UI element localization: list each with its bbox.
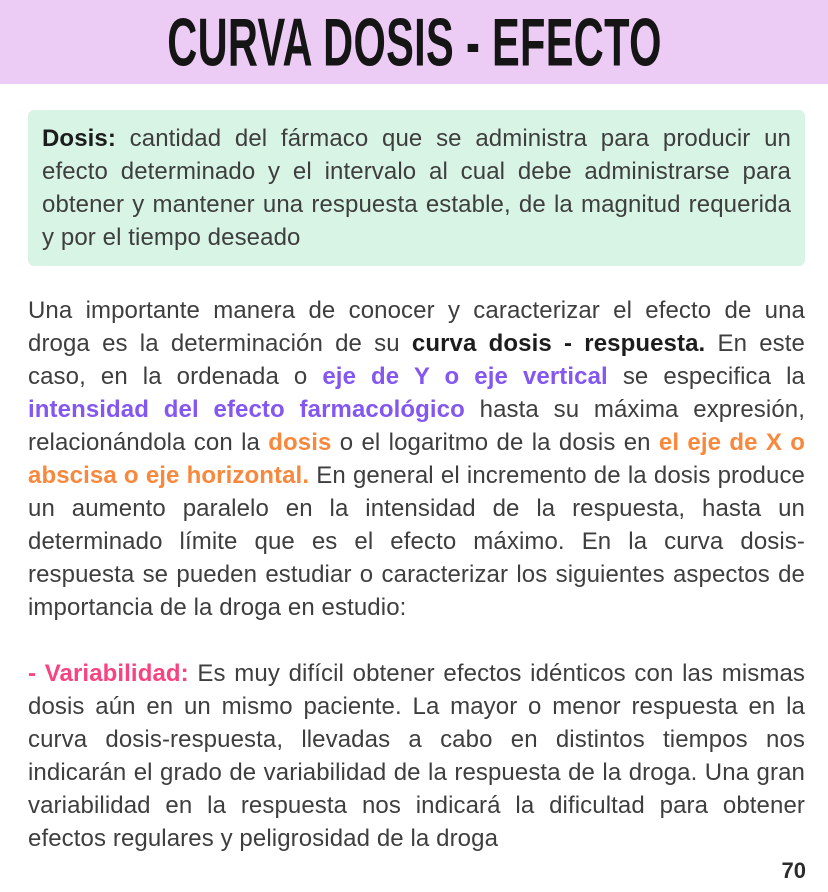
dosis-term: Dosis:: [42, 125, 116, 152]
dosis-definition-box: [28, 110, 805, 266]
intro-segment-curva-dosis-respuesta: curva dosis - respuesta.: [411, 330, 706, 357]
dosis-definition-body: cantidad del fármaco que se administra para producir un efecto determinado y el intervalo al cual debe administrarse para obtener y mantener una respuesta estable, de la magnitud requerida y por el tiempo deseado: [42, 125, 791, 251]
variability-term: - Variabilidad:: [28, 660, 189, 687]
intro-segment: se especifica la: [607, 363, 805, 390]
intro-segment-intensidad-efecto: intensidad del efecto farmacológico: [28, 396, 465, 423]
title-banner: [0, 0, 828, 84]
page-title: CURVA DOSIS - EFECTO: [166, 4, 662, 80]
intro-paragraph: [28, 294, 805, 624]
intro-segment: Una importante manera de conocer y caracterizar el efecto de una droga es la determinación de su: [28, 297, 805, 357]
intro-segment: o el logaritmo de la dosis en: [331, 429, 659, 456]
page-number: 70: [781, 858, 806, 883]
intro-segment-eje-y: eje de Y o eje vertical: [322, 363, 608, 390]
intro-segment-dosis: dosis: [268, 429, 332, 456]
main-content: [28, 294, 805, 855]
intro-segment: En general el incremento de la dosis produce un aumento paralelo en la intensidad de la respuesta, hasta un determinado límite que es el efecto máximo. En la curva dosis-respuesta se pueden estudiar o caracterizar los siguientes aspectos de importancia de la droga en estudio:: [28, 462, 806, 621]
intro-segment: hasta su máxima expresión, relacionándola con la: [28, 396, 805, 456]
intro-segment: En este caso, en la ordenada o: [28, 330, 805, 390]
variability-paragraph: [28, 657, 805, 855]
dosis-definition-paragraph: [42, 122, 791, 254]
variability-body: Es muy difícil obtener efectos idénticos con las mismas dosis aún en un mismo paciente. La mayor o menor respuesta en la curva dosis-respuesta, llevadas a cabo en distintos tiempos nos indicarán el grado de variabilidad de la respuesta de la droga. Una gran variabilidad en la respuesta nos indicará la dificultad para obtener efectos regulares y peligrosidad de la droga: [28, 660, 805, 852]
intro-segment-eje-x: el eje de X o abscisa o eje horizontal.: [28, 429, 805, 489]
